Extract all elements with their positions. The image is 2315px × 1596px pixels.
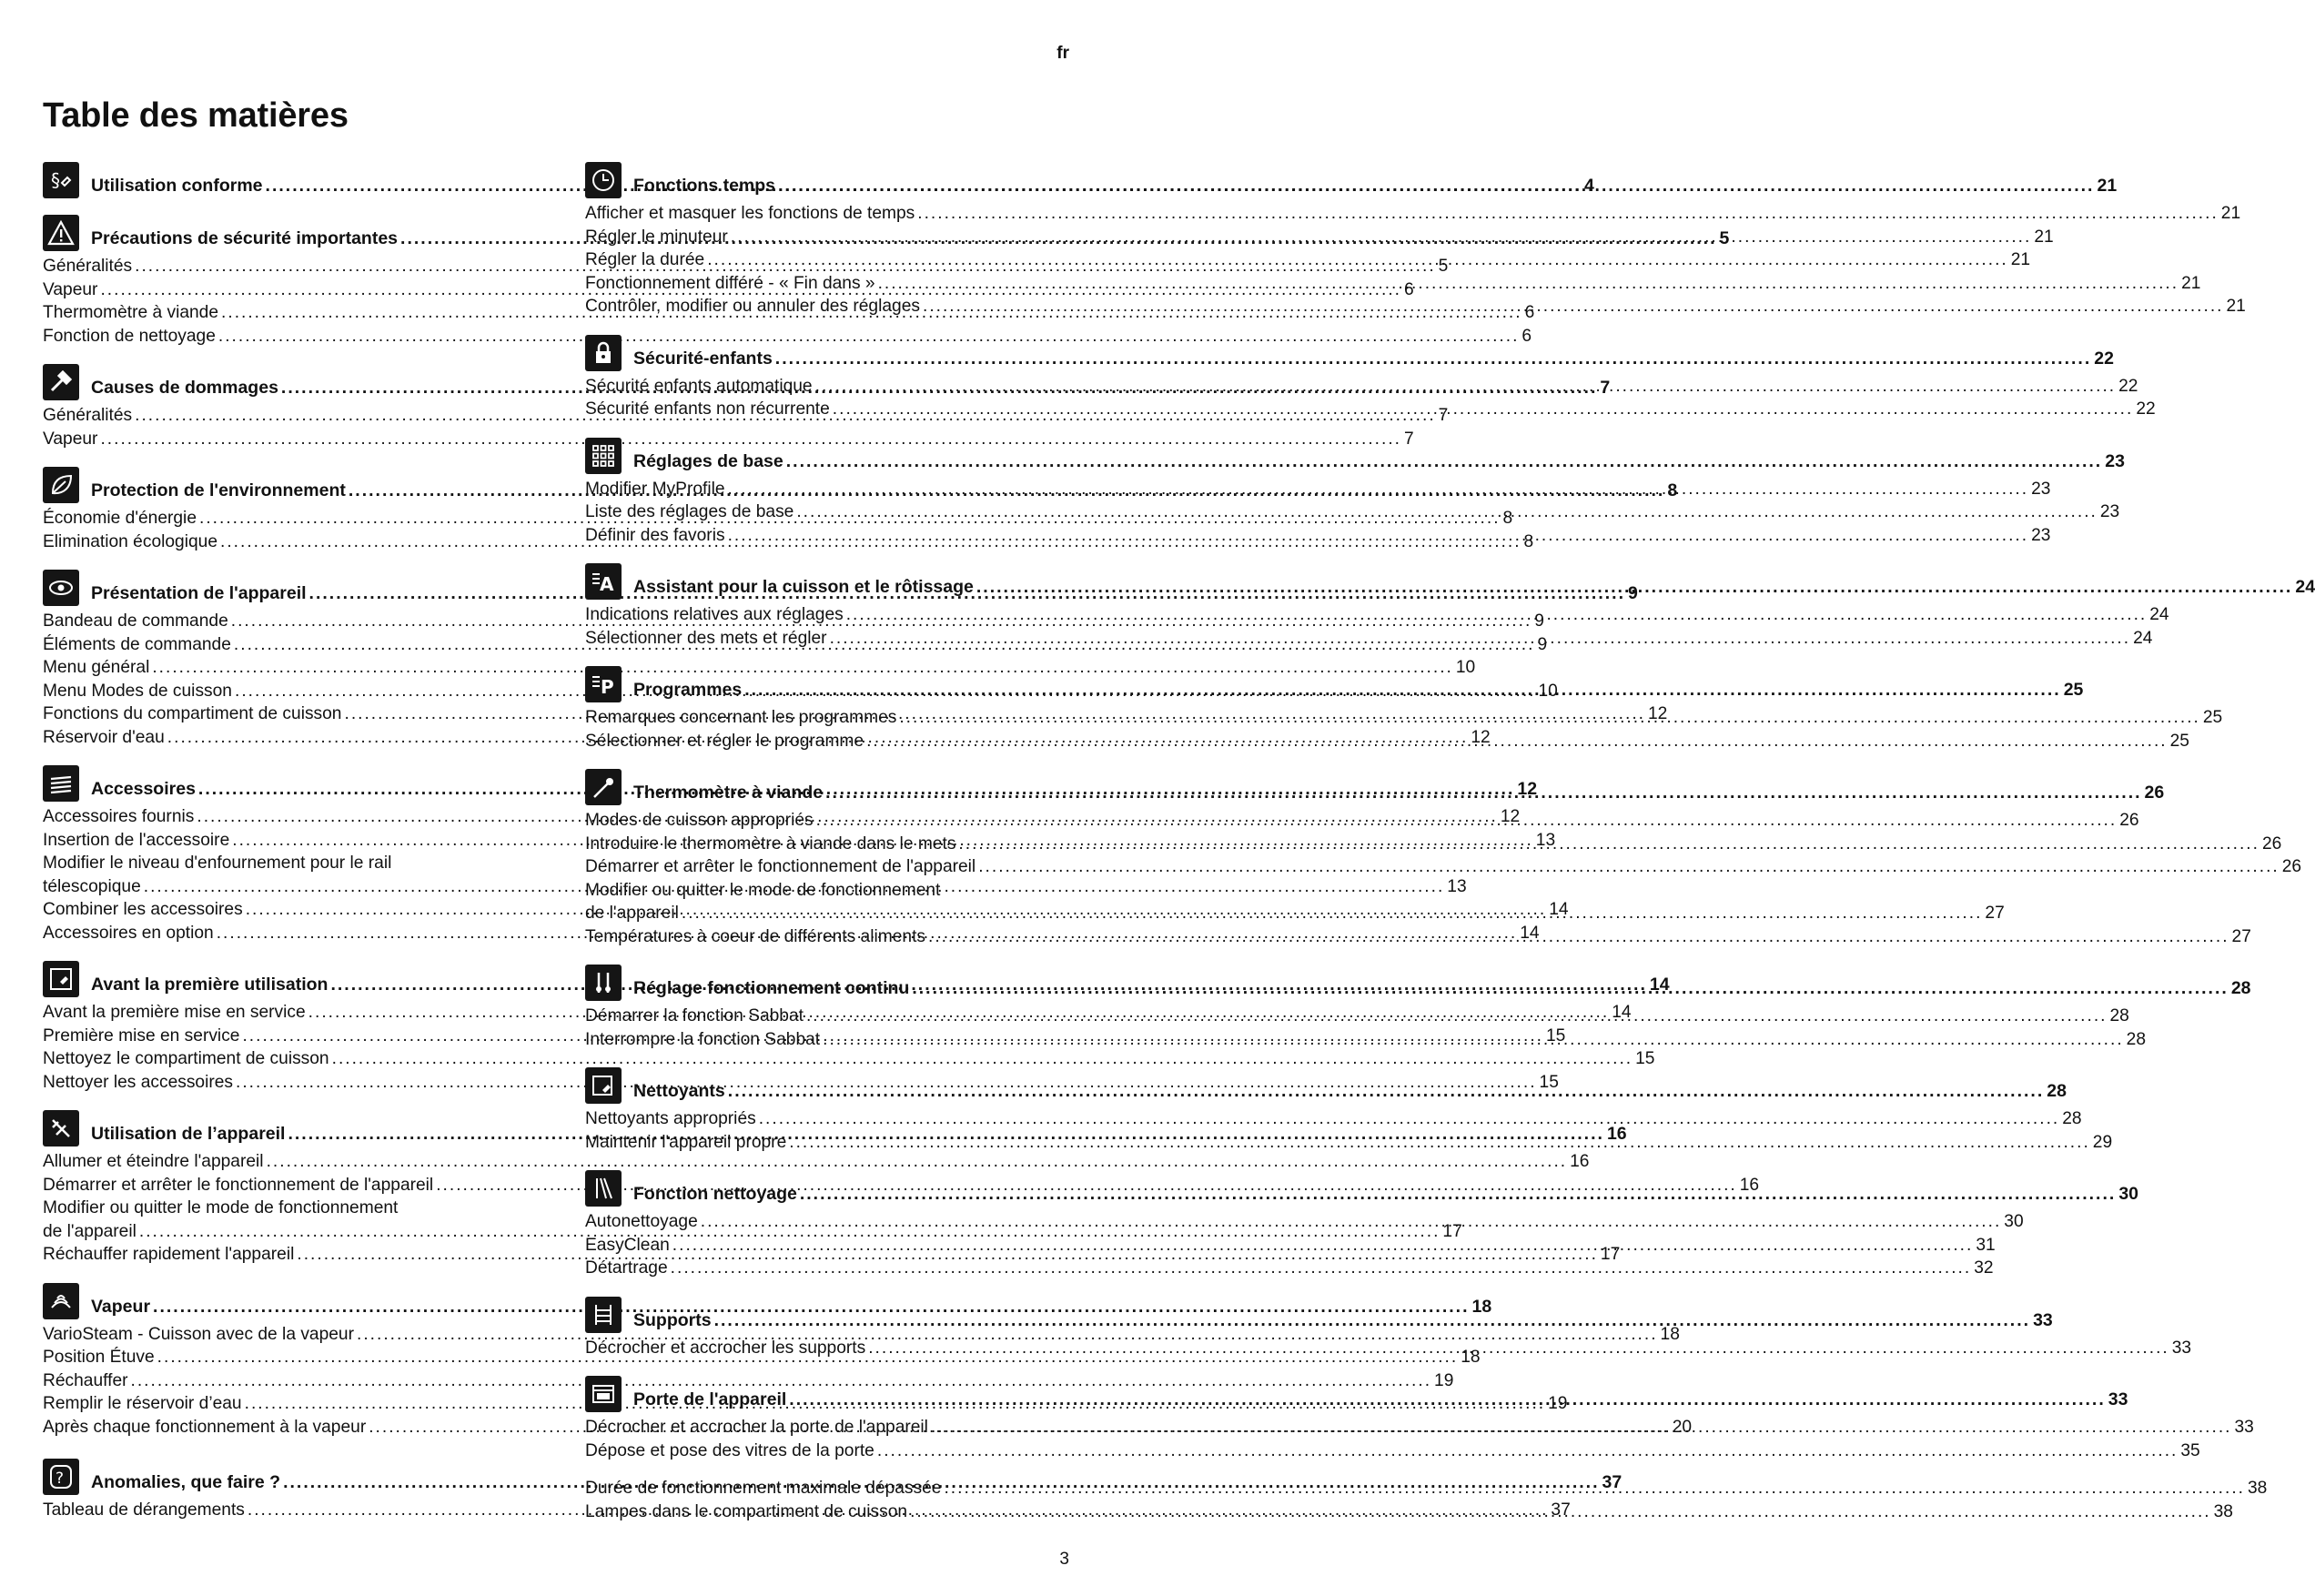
grid-icon	[585, 438, 622, 474]
toc-section-heading	[585, 561, 2315, 600]
toc-page-number: 25	[2063, 680, 2084, 700]
dot-leader	[671, 1257, 1972, 1280]
toc-entry-title: Interrompre la fonction Sabbat	[585, 1029, 821, 1049]
toc-section-title: Assistant pour la cuisson et le rôtissage	[633, 577, 974, 597]
toc-page-number: 28	[2126, 1029, 2146, 1049]
toc-entry	[585, 375, 2138, 399]
dot-leader	[833, 398, 2134, 421]
toc-page-number: 33	[2033, 1309, 2053, 1330]
dot-leader	[786, 449, 2102, 474]
toc-entry	[585, 272, 2201, 296]
toc-section-title: Causes de dommages	[91, 378, 278, 398]
toc-entry-title: Après chaque fonctionnement à la vapeur	[43, 1417, 367, 1437]
toc-section-title: Porte de l'appareil	[633, 1389, 787, 1409]
toc-page-number: 23	[2105, 450, 2125, 471]
dot-leader	[923, 295, 2224, 318]
toc-entry-title: Insertion de l'accessoire	[43, 830, 230, 850]
toc-page-number: 7	[1600, 378, 1611, 398]
toc-entry-title: Durée de fonctionnement maximale dépassée	[585, 1479, 942, 1498]
toc-entry-title: Détartrage	[585, 1258, 668, 1278]
dot-leader	[866, 730, 2168, 753]
dot-leader	[707, 248, 2008, 272]
cleaning-agents-icon	[585, 1067, 622, 1104]
toc-page-number: 15	[1635, 1049, 1655, 1068]
hand-operate-icon	[43, 1110, 79, 1146]
toc-entry-title: Première mise en service	[43, 1025, 240, 1045]
svg-text:?: ?	[56, 1470, 65, 1488]
toc-page-number: 12	[1517, 779, 1538, 799]
first-use-icon	[43, 961, 79, 997]
dot-leader	[701, 1210, 2002, 1234]
toc-section-title: Supports	[633, 1309, 712, 1330]
toc-entry-title: Régler le minuteur	[585, 227, 728, 247]
toc-entry-title: Sélectionner et régler le programme	[585, 731, 864, 751]
toc-entry-title: Avant la première mise en service	[43, 1003, 306, 1022]
toc-section	[585, 333, 2156, 421]
dot-leader	[899, 706, 2200, 730]
toc-entry-title: Vapeur	[43, 429, 98, 449]
toc-section-title: Fonctions temps	[633, 176, 776, 196]
toc-entry	[585, 248, 2031, 272]
toc-page-number: 30	[2004, 1212, 2024, 1231]
toc-page-number: 21	[2034, 227, 2054, 247]
toc-entry-title: EasyClean	[585, 1235, 670, 1255]
lock-icon	[585, 335, 622, 371]
toc-page-number: 28	[2047, 1081, 2067, 1101]
dot-leader	[672, 1234, 1974, 1258]
dot-leader	[978, 855, 2280, 879]
toc-entry	[43, 1369, 1454, 1393]
toc-section-title: Présentation de l'appareil	[91, 583, 307, 603]
dot-leader	[825, 780, 2141, 805]
toc-page-number: 23	[2031, 479, 2051, 499]
toc-entry-title: Modes de cuisson appropriés	[585, 811, 814, 830]
toc-page-number: 29	[2092, 1132, 2113, 1152]
toc-page-number: 10	[1455, 658, 1476, 677]
dot-leader	[789, 1131, 2090, 1155]
hammer-damage-icon	[43, 364, 79, 400]
toc-entry	[585, 226, 2054, 249]
dot-leader	[912, 975, 2228, 1001]
toc-page-number: 27	[1985, 904, 2005, 923]
toc-section-title: Nettoyants	[633, 1081, 725, 1101]
toc-page-number: 22	[2094, 348, 2114, 369]
toc-entry	[585, 627, 2153, 651]
toc-entry-title: Position Étuve	[43, 1348, 155, 1367]
continuous-operation-icon	[585, 965, 622, 1001]
toc-page-number: 26	[2144, 783, 2165, 803]
question-icon	[43, 1459, 79, 1495]
toc-page-number: 6	[1524, 303, 1535, 322]
toc-entry-title: Liste des réglages de base	[585, 502, 794, 521]
toc-entry-title: Éléments de commande	[43, 634, 231, 654]
dot-leader	[778, 173, 2094, 198]
toc-page-number: 26	[2261, 833, 2282, 854]
dot-leader	[744, 677, 2060, 702]
toc-entry-title: Réchauffer rapidement l'appareil	[43, 1245, 295, 1264]
toc-entry-title: Économie d'énergie	[43, 509, 197, 528]
toc-entry	[585, 500, 2120, 524]
toc-page-number: 7	[1438, 406, 1449, 425]
dot-leader	[917, 202, 2219, 226]
dot-leader	[789, 1387, 2105, 1412]
toc-page-number: 25	[2202, 708, 2223, 727]
toc-entry-title: de l'appareil	[43, 1221, 136, 1241]
toc-page-number: 28	[2230, 978, 2251, 998]
toc-entry-title: Réchauffer	[43, 1370, 128, 1390]
toc-page-number: 18	[1660, 1324, 1680, 1344]
toc-section-title: Fonction nettoyage	[633, 1184, 797, 1204]
dot-leader	[958, 833, 2259, 856]
dot-leader	[944, 1477, 2245, 1500]
toc-page-number: 25	[2169, 731, 2189, 751]
toc-page-number: 14	[1612, 1003, 1632, 1022]
oven-door-icon	[585, 1376, 622, 1412]
toc-page-number: 17	[1600, 1245, 1621, 1264]
toc-entry-title: Fonctionnement différé - « Fin dans »	[585, 273, 875, 293]
toc-entry-title: de l'appareil	[585, 904, 679, 923]
toc-page-number: 5	[1719, 228, 1730, 248]
dot-leader	[823, 1028, 2124, 1052]
toc-page-number: 18	[1461, 1348, 1481, 1367]
toc-entry-title: Démarrer et arrêter le fonctionnement de l'appareil	[585, 857, 976, 876]
toc-page-number: 14	[1520, 923, 1540, 943]
toc-entry-title: Généralités	[43, 257, 133, 276]
toc-page-number: 35	[2180, 1440, 2200, 1460]
toc-entry	[585, 202, 2241, 226]
toc-section-heading	[585, 160, 2118, 198]
leaf-icon	[43, 467, 79, 503]
toc-entry-title: Menu général	[43, 658, 150, 677]
toc-page-number: 21	[2097, 176, 2118, 196]
toc-page-number: 33	[2108, 1389, 2128, 1409]
dot-leader	[928, 925, 2229, 949]
toc-entry-title: Généralités	[43, 406, 133, 425]
page-number: 3	[1059, 1550, 1069, 1569]
toc-page-number: 9	[1628, 583, 1638, 603]
dot-leader	[830, 627, 2131, 651]
toc-entry-title: Modifier MyProfile	[585, 479, 725, 499]
language-code: fr	[1056, 44, 1069, 63]
toc-entry-title: Remplir le réservoir d’eau	[43, 1394, 242, 1413]
toc-section-title: Réglage fonctionnement continu	[633, 978, 910, 998]
toc-section-heading	[43, 1281, 1492, 1319]
clock-icon	[585, 162, 622, 198]
toc-page-number: 37	[1602, 1472, 1623, 1492]
toc-entry-title: Thermomètre à viande	[43, 303, 219, 322]
dot-leader	[800, 1181, 2116, 1207]
cleaning-function-icon	[585, 1170, 622, 1207]
toc-page-number: 38	[2247, 1479, 2268, 1498]
toc-entry-title: Définir des favoris	[585, 525, 725, 545]
toc-page-number: 19	[1548, 1394, 1568, 1413]
toc-page-number: 27	[2231, 926, 2251, 946]
toc-page-number: 26	[2281, 857, 2302, 876]
toc-entry	[585, 1107, 2082, 1131]
toc-section-title: Précautions de sécurité importantes	[91, 228, 399, 248]
toc-entry-title: Fonction de nettoyage	[43, 326, 216, 346]
toc-page-number: 33	[2234, 1418, 2254, 1437]
toc-entry-title: Vapeur	[43, 279, 98, 299]
toc-entry-title: Allumer et éteindre l'appareil	[43, 1152, 264, 1171]
toc-entry-title: Combiner les accessoires	[43, 900, 243, 919]
toc-entry-title: Régler la durée	[585, 250, 705, 269]
dot-leader	[731, 226, 2032, 249]
toc-entry-title-line: Modifier ou quitter le mode de fonctionnement	[585, 880, 941, 900]
toc-page-number: 21	[2220, 204, 2241, 223]
toc-entry-title: Accessoires en option	[43, 923, 214, 943]
toc-entry	[585, 295, 2246, 318]
toc-entry-title: Réservoir d'eau	[43, 727, 165, 747]
steam-icon	[43, 1283, 79, 1319]
toc-page-number: 10	[1538, 681, 1558, 701]
page-title: Table des matières	[43, 96, 349, 135]
dot-leader	[728, 1078, 2044, 1104]
svg-text:P: P	[601, 676, 614, 698]
toc-section-title: Utilisation conforme	[91, 176, 263, 196]
toc-page-number: 12	[1500, 807, 1521, 826]
toc-entry-title: Maintenir l'appareil propre	[585, 1132, 787, 1152]
toc-page-number: 23	[2099, 502, 2120, 521]
toc-page-number: 26	[2119, 811, 2139, 830]
toc-section	[585, 160, 2246, 318]
toc-entry	[585, 603, 2169, 627]
toc-section-title: Réglages de base	[633, 450, 783, 471]
toc-section-title: Vapeur	[91, 1296, 151, 1317]
toc-entry-title: Nettoyants appropriés	[585, 1109, 756, 1128]
toc-page-number: 28	[2062, 1109, 2082, 1128]
toc-entry	[585, 478, 2051, 501]
toc-entry-title: Introduire le thermomètre à viande dans le mets	[585, 833, 956, 854]
toc-entry-title: Températures à coeur de différents aliments	[585, 926, 925, 946]
toc-page-number: 28	[2109, 1006, 2129, 1025]
dot-leader	[806, 1005, 2108, 1028]
toc-section-title: Accessoires	[91, 779, 196, 799]
assistant-icon	[585, 563, 622, 600]
toc-page-number: 32	[1974, 1258, 1994, 1278]
toc-entry	[43, 1150, 1590, 1174]
toc-page-number: 18	[1471, 1296, 1492, 1317]
toc-page-number: 6	[1403, 279, 1414, 299]
toc-entry	[43, 1047, 1655, 1071]
eye-icon	[43, 570, 79, 606]
dot-leader	[728, 478, 2029, 501]
dot-leader	[796, 500, 2098, 524]
svg-text:§: §	[51, 169, 60, 191]
toc-entry-title: Accessoires fournis	[43, 807, 195, 826]
toc-entry-title: Nettoyez le compartiment de cuisson	[43, 1049, 329, 1068]
dot-leader	[759, 1107, 2060, 1131]
toc-page-number: 24	[2295, 577, 2315, 597]
toc-page-number: 16	[1739, 1175, 1760, 1195]
toc-page-number: 8	[1667, 480, 1678, 500]
toc-page-number: 21	[2226, 297, 2246, 316]
toc-entry-title: Sécurité enfants non récurrente	[585, 399, 830, 419]
toc-entry	[585, 398, 2156, 421]
toc-entry-title: Décrocher et accrocher la porte de l'appareil	[585, 1418, 928, 1437]
toc-entry-title: Tableau de dérangements	[43, 1500, 245, 1520]
toc-section-title: Thermomètre à viande	[633, 783, 824, 803]
meat-probe-icon	[585, 769, 622, 805]
programs-icon	[585, 666, 622, 702]
toc-entry-title: Afficher et masquer les fonctions de temps	[585, 204, 915, 223]
toc-page-number: 30	[2118, 1184, 2139, 1204]
toc-entry	[585, 1257, 1994, 1280]
toc-entry-title: Indications relatives aux réglages	[585, 605, 844, 624]
toc-page-number: 20	[1672, 1417, 1693, 1437]
toc-page-number: 33	[2171, 1338, 2192, 1358]
toc-page-number: 4	[1584, 176, 1594, 196]
dot-leader	[728, 524, 2029, 548]
toc-section-title: Utilisation de l’appareil	[91, 1124, 286, 1144]
dot-leader	[682, 902, 1983, 925]
toc-page-number: 8	[1502, 509, 1513, 528]
toc-page-number: 24	[2149, 605, 2169, 624]
toc-section-heading	[585, 333, 2114, 371]
accessories-icon	[43, 765, 79, 802]
toc-page-number: 16	[1570, 1152, 1590, 1171]
toc-entry-title-line: Modifier le niveau d'enfournement pour le rail	[43, 854, 392, 873]
toc-entry-title: VarioSteam - Cuisson avec de la vapeur	[43, 1324, 354, 1344]
toc-entry-title: Décrocher et accrocher les supports	[585, 1338, 866, 1358]
toc-page-number: 19	[1434, 1370, 1454, 1390]
warning-triangle-icon	[43, 215, 79, 251]
toc-entry	[585, 855, 2302, 879]
dot-leader	[877, 1439, 2179, 1463]
dot-leader	[976, 574, 2292, 600]
toc-section-heading	[585, 436, 2125, 474]
dot-leader	[878, 272, 2179, 296]
toc-entry	[43, 656, 1476, 680]
toc-entry-title: Sélectionner des mets et régler	[585, 628, 827, 648]
toc-page-number: 31	[1976, 1235, 1996, 1255]
svg-text:A: A	[600, 573, 614, 595]
toc-entry-title: Remarques concernant les programmes	[585, 708, 897, 727]
dot-leader	[775, 346, 2091, 371]
toc-page-number: 8	[1523, 531, 1534, 551]
toc-section-title: Protection de l'environnement	[91, 480, 346, 500]
toc-entry-title: télescopique	[43, 876, 141, 896]
toc-entry-title: Autonettoyage	[585, 1212, 698, 1231]
toc-page-number: 12	[1471, 727, 1491, 747]
toc-entry-title: Fonctions du compartiment de cuisson	[43, 704, 342, 723]
toc-entry-title: Dépose et pose des vitres de la porte	[585, 1440, 874, 1460]
toc-page-number: 9	[1537, 634, 1548, 654]
toc-page-number: 13	[1447, 876, 1467, 896]
dot-leader	[910, 1500, 2211, 1524]
toc-page-number: 6	[1521, 326, 1532, 346]
toc-page-number: 22	[2136, 399, 2156, 419]
toc-page-number: 15	[1539, 1072, 1559, 1092]
toc-section-title: Avant la première utilisation	[91, 975, 329, 995]
toc-page-number: 16	[1606, 1124, 1627, 1144]
toc-page-number: 17	[1442, 1221, 1462, 1241]
toc-entry	[585, 1439, 2200, 1463]
toc-page-number: 22	[2118, 376, 2138, 396]
toc-entry	[43, 428, 1414, 451]
toc-entry-title: Sécurité enfants automatique	[585, 376, 813, 396]
toc-entry-title: Menu Modes de cuisson	[43, 681, 232, 701]
toc-entry-title: Lampes dans le compartiment de cuisson	[585, 1501, 908, 1521]
toc-entry	[43, 1323, 1680, 1347]
toc-section	[585, 561, 2315, 650]
dot-leader	[931, 1416, 2232, 1439]
toc-entry-title: Bandeau de commande	[43, 611, 228, 631]
dot-leader	[846, 603, 2148, 627]
toc-page-number: 24	[2133, 628, 2153, 648]
dot-leader	[816, 809, 2118, 833]
toc-page-number: 21	[2181, 273, 2201, 293]
toc-entry-title: Nettoyer les accessoires	[43, 1072, 234, 1092]
toc-page-number: 14	[1549, 900, 1569, 919]
toc-page-number: 23	[2031, 525, 2051, 545]
toc-page-number: 12	[1648, 704, 1668, 723]
toc-page-number: 38	[2213, 1501, 2233, 1521]
toc-page-number: 15	[1546, 1025, 1566, 1045]
toc-entry-title-line: Modifier ou quitter le mode de fonctionnement	[43, 1198, 399, 1217]
toc-page-number: 13	[1535, 830, 1556, 850]
toc-section	[585, 436, 2125, 548]
toc-page-number: 7	[1403, 429, 1414, 449]
toc-entry	[585, 524, 2051, 548]
toc-page-number: 5	[1438, 257, 1449, 276]
toc-section-title: Sécurité-enfants	[633, 348, 773, 369]
paragraph-hand-icon	[43, 162, 79, 198]
dot-leader	[815, 375, 2117, 399]
toc-entry-title: Elimination écologique	[43, 531, 217, 551]
toc-entry-title: Démarrer la fonction Sabbat	[585, 1006, 804, 1025]
toc-page-number: 21	[2010, 250, 2031, 269]
toc-section-title: Programmes	[633, 680, 743, 700]
toc-entry-title: Démarrer et arrêter le fonctionnement de l'appareil	[43, 1175, 434, 1195]
toc-page-number: 37	[1551, 1500, 1571, 1520]
toc-page-number: 9	[1534, 611, 1544, 631]
toc-section-title: Anomalies, que faire ?	[91, 1472, 281, 1492]
toc-entry-title: Contrôler, modifier ou annuler des réglages	[585, 297, 920, 316]
dot-leader	[714, 1308, 2030, 1333]
dot-leader	[868, 1337, 2169, 1360]
supports-icon	[585, 1297, 622, 1333]
toc-entry	[43, 325, 1532, 348]
toc-page-number: 14	[1649, 975, 1670, 995]
